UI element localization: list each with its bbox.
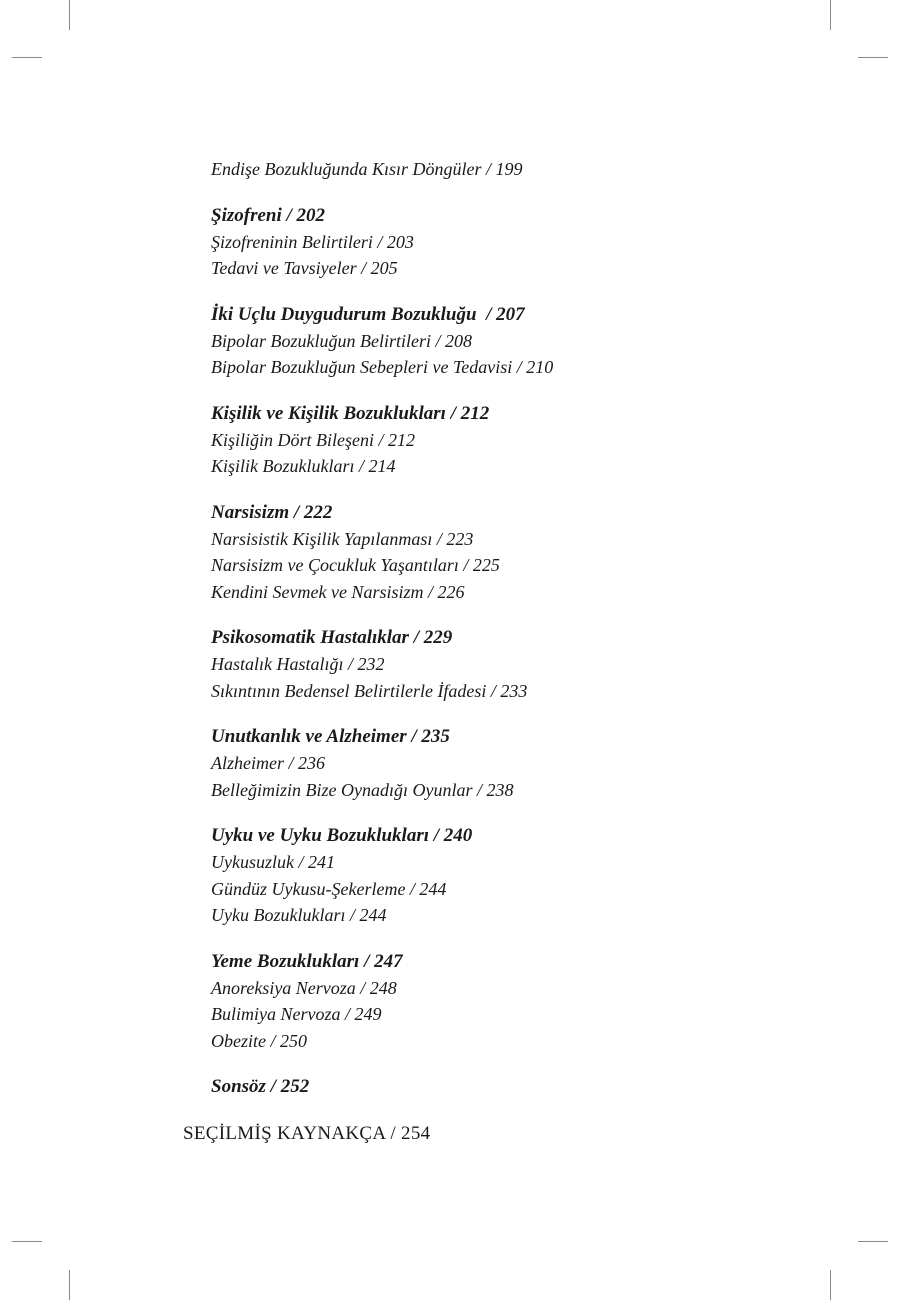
- crop-mark: [12, 57, 42, 58]
- toc-subentry[interactable]: Bulimiya Nervoza / 249: [211, 1004, 382, 1024]
- toc-chapter-title[interactable]: Kişilik ve Kişilik Bozuklukları / 212: [211, 402, 490, 424]
- toc-group: [211, 400, 851, 480]
- toc-chapter-title[interactable]: Şizofreni / 202: [211, 204, 326, 226]
- crop-mark: [69, 1270, 70, 1300]
- toc-chapter-title[interactable]: Narsisizm / 222: [211, 501, 333, 523]
- toc-chapter-title[interactable]: İki Uçlu Duygudurum Bozukluğu / 207: [211, 303, 525, 325]
- toc-subentry[interactable]: Endişe Bozukluğunda Kısır Döngüler / 199: [211, 159, 523, 179]
- toc-chapter-title[interactable]: Sonsöz / 252: [211, 1076, 310, 1097]
- crop-mark: [858, 57, 888, 58]
- toc-chapter-title[interactable]: Unutkanlık ve Alzheimer / 235: [211, 726, 450, 747]
- toc-subentry[interactable]: Hastalık Hastalığı / 232: [211, 654, 385, 674]
- toc-bibliography-entry[interactable]: SEÇİLMİŞ KAYNAKÇA / 254: [183, 1123, 431, 1144]
- toc-subentry[interactable]: Narsisizm ve Çocukluk Yaşantıları / 225: [211, 555, 500, 575]
- toc-group: [211, 723, 851, 803]
- crop-mark: [858, 1241, 888, 1242]
- toc-subentry[interactable]: Obezite / 250: [211, 1030, 307, 1051]
- toc-group: [211, 156, 851, 183]
- toc-subentry[interactable]: Uykusuzluk / 241: [211, 852, 335, 872]
- toc-group: [211, 301, 851, 381]
- toc-subentry[interactable]: Kişilik Bozuklukları / 214: [211, 456, 396, 476]
- toc-group: [211, 202, 851, 282]
- toc-subentry[interactable]: Anoreksiya Nervoza / 248: [211, 977, 397, 998]
- crop-mark: [830, 0, 831, 30]
- toc-chapter-title[interactable]: Psikosomatik Hastalıklar / 229: [211, 627, 453, 648]
- toc-group: [211, 948, 851, 1055]
- table-of-contents: [211, 156, 851, 1100]
- toc-subentry[interactable]: Gündüz Uykusu-Şekerleme / 244: [211, 878, 447, 899]
- toc-subentry[interactable]: Şizofreninin Belirtileri / 203: [211, 231, 414, 252]
- toc-chapter-title[interactable]: Yeme Bozuklukları / 247: [211, 950, 403, 972]
- toc-group: [211, 1073, 851, 1100]
- crop-mark: [12, 1241, 42, 1242]
- toc-subentry[interactable]: Alzheimer / 236: [211, 753, 325, 773]
- toc-subentry[interactable]: Bipolar Bozukluğun Sebepleri ve Tedavisi / 210: [211, 357, 554, 377]
- toc-group: [211, 822, 851, 929]
- toc-subentry[interactable]: Sıkıntının Bedensel Belirtilerle İfadesi / 233: [211, 680, 528, 701]
- toc-subentry[interactable]: Narsisistik Kişilik Yapılanması / 223: [211, 528, 474, 549]
- toc-group: [211, 624, 851, 704]
- toc-subentry[interactable]: Uyku Bozuklukları / 244: [211, 905, 387, 925]
- toc-group: [211, 499, 851, 606]
- crop-mark: [830, 1270, 831, 1300]
- toc-subentry[interactable]: Kişiliğin Dört Bileşeni / 212: [211, 429, 416, 450]
- toc-subentry[interactable]: Bipolar Bozukluğun Belirtileri / 208: [211, 330, 472, 351]
- toc-chapter-title[interactable]: Uyku ve Uyku Bozuklukları / 240: [211, 825, 473, 846]
- toc-subentry[interactable]: Tedavi ve Tavsiyeler / 205: [211, 258, 398, 278]
- crop-mark: [69, 0, 70, 30]
- toc-subentry[interactable]: Kendini Sevmek ve Narsisizm / 226: [211, 581, 465, 602]
- toc-subentry[interactable]: Belleğimizin Bize Oynadığı Oyunlar / 238: [211, 779, 514, 800]
